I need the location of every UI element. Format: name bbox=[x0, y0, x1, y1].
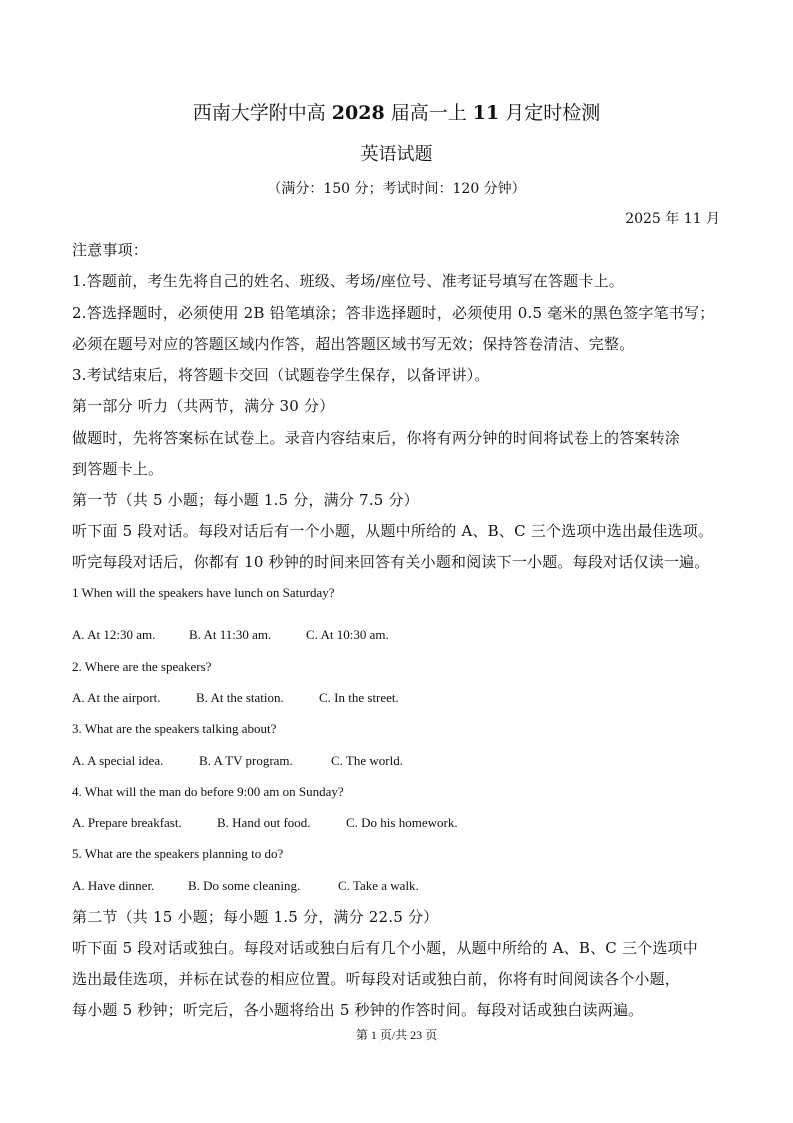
option-b: B. At 11:30 am. bbox=[189, 627, 272, 642]
question-5-options bbox=[72, 878, 419, 894]
question-4: 4. What will the man do before 9:00 am on Sunday? bbox=[72, 784, 344, 799]
section2-instr-c: 每小题 5 秒钟；听完后，各小题将给出 5 秒钟的作答时间。每段对话或独白读两遍。 bbox=[72, 1001, 644, 1019]
question-5: 5. What are the speakers planning to do? bbox=[72, 846, 284, 861]
option-b: B. A TV program. bbox=[199, 753, 293, 768]
page-footer: 第 1 页/共 23 页 bbox=[355, 1028, 438, 1042]
question-2: 2. Where are the speakers? bbox=[72, 659, 212, 674]
section1-instr-a: 听下面 5 段对话。每段对话后有一个小题，从题中所给的 A、B、C 三个选项中选出最佳选项。 bbox=[72, 522, 714, 540]
question-4-options bbox=[72, 815, 458, 831]
option-b: B. At the station. bbox=[196, 690, 284, 705]
option-a: A. At the airport. bbox=[72, 690, 161, 705]
option-a: A. Prepare breakfast. bbox=[72, 815, 182, 830]
question-1-options bbox=[72, 627, 389, 643]
section2-instr-a: 听下面 5 段对话或独白。每段对话或独白后有几个小题，从题中所给的 A、B、C 三个选项中 bbox=[72, 939, 698, 957]
exam-date: 2025 年 11 月 bbox=[625, 211, 720, 227]
note-1: 1.答题前，考生先将自己的姓名、班级、考场/座位号、准考证号填写在答题卡上。 bbox=[72, 272, 624, 290]
option-c: C. In the street. bbox=[319, 690, 399, 705]
part1-intro-a: 做题时，先将答案标在试卷上。录音内容结束后，你将有两分钟的时间将试卷上的答案转涂 bbox=[72, 429, 681, 447]
option-c: C. Do his homework. bbox=[346, 815, 458, 830]
section2-heading: 第二节（共 15 小题；每小题 1.5 分，满分 22.5 分） bbox=[72, 908, 439, 926]
page-subtitle: 英语试题 bbox=[360, 144, 433, 165]
section1-heading: 第一节（共 5 小题；每小题 1.5 分，满分 7.5 分） bbox=[72, 491, 419, 509]
option-b: B. Hand out food. bbox=[217, 815, 311, 830]
question-3-options bbox=[72, 753, 403, 769]
option-b: B. Do some cleaning. bbox=[188, 878, 301, 893]
option-c: C. The world. bbox=[331, 753, 403, 768]
note-2b: 必须在题号对应的答题区域内作答，超出答题区域书写无效；保持答卷清洁、完整。 bbox=[72, 335, 635, 353]
option-a: A. Have dinner. bbox=[72, 878, 155, 893]
section1-instr-b: 听完每段对话后，你都有 10 秒钟的时间来回答有关小题和阅读下一小题。每段对话仅读一遍。 bbox=[72, 553, 710, 571]
part1-heading: 第一部分 听力（共两节，满分 30 分） bbox=[72, 397, 335, 415]
question-3: 3. What are the speakers talking about? bbox=[72, 721, 277, 736]
option-c: C. At 10:30 am. bbox=[306, 627, 389, 642]
question-2-options bbox=[72, 690, 399, 706]
notes-heading: 注意事项： bbox=[72, 241, 149, 259]
option-a: A. A special idea. bbox=[72, 753, 164, 768]
note-2a: 2.答选择题时，必须使用 2B 铅笔填涂；答非选择题时，必须使用 0.5 毫米的黑色签字笔书写； bbox=[72, 304, 715, 322]
option-c: C. Take a walk. bbox=[338, 878, 419, 893]
part1-intro-b: 到答题卡上。 bbox=[72, 460, 164, 478]
question-1: 1 When will the speakers have lunch on Saturday? bbox=[72, 585, 335, 600]
section2-instr-b: 选出最佳选项，并标在试卷的相应位置。听每段对话或独白前，你将有时间阅读各个小题， bbox=[72, 970, 681, 988]
note-3: 3.考试结束后，将答题卡交回（试题卷学生保存，以备评讲）。 bbox=[72, 366, 490, 384]
option-a: A. At 12:30 am. bbox=[72, 627, 156, 642]
page-title: 西南大学附中高 2028 届高一上 11 月定时检测 bbox=[192, 102, 601, 124]
exam-meta: （满分：150 分；考试时间：120 分钟） bbox=[267, 181, 526, 197]
